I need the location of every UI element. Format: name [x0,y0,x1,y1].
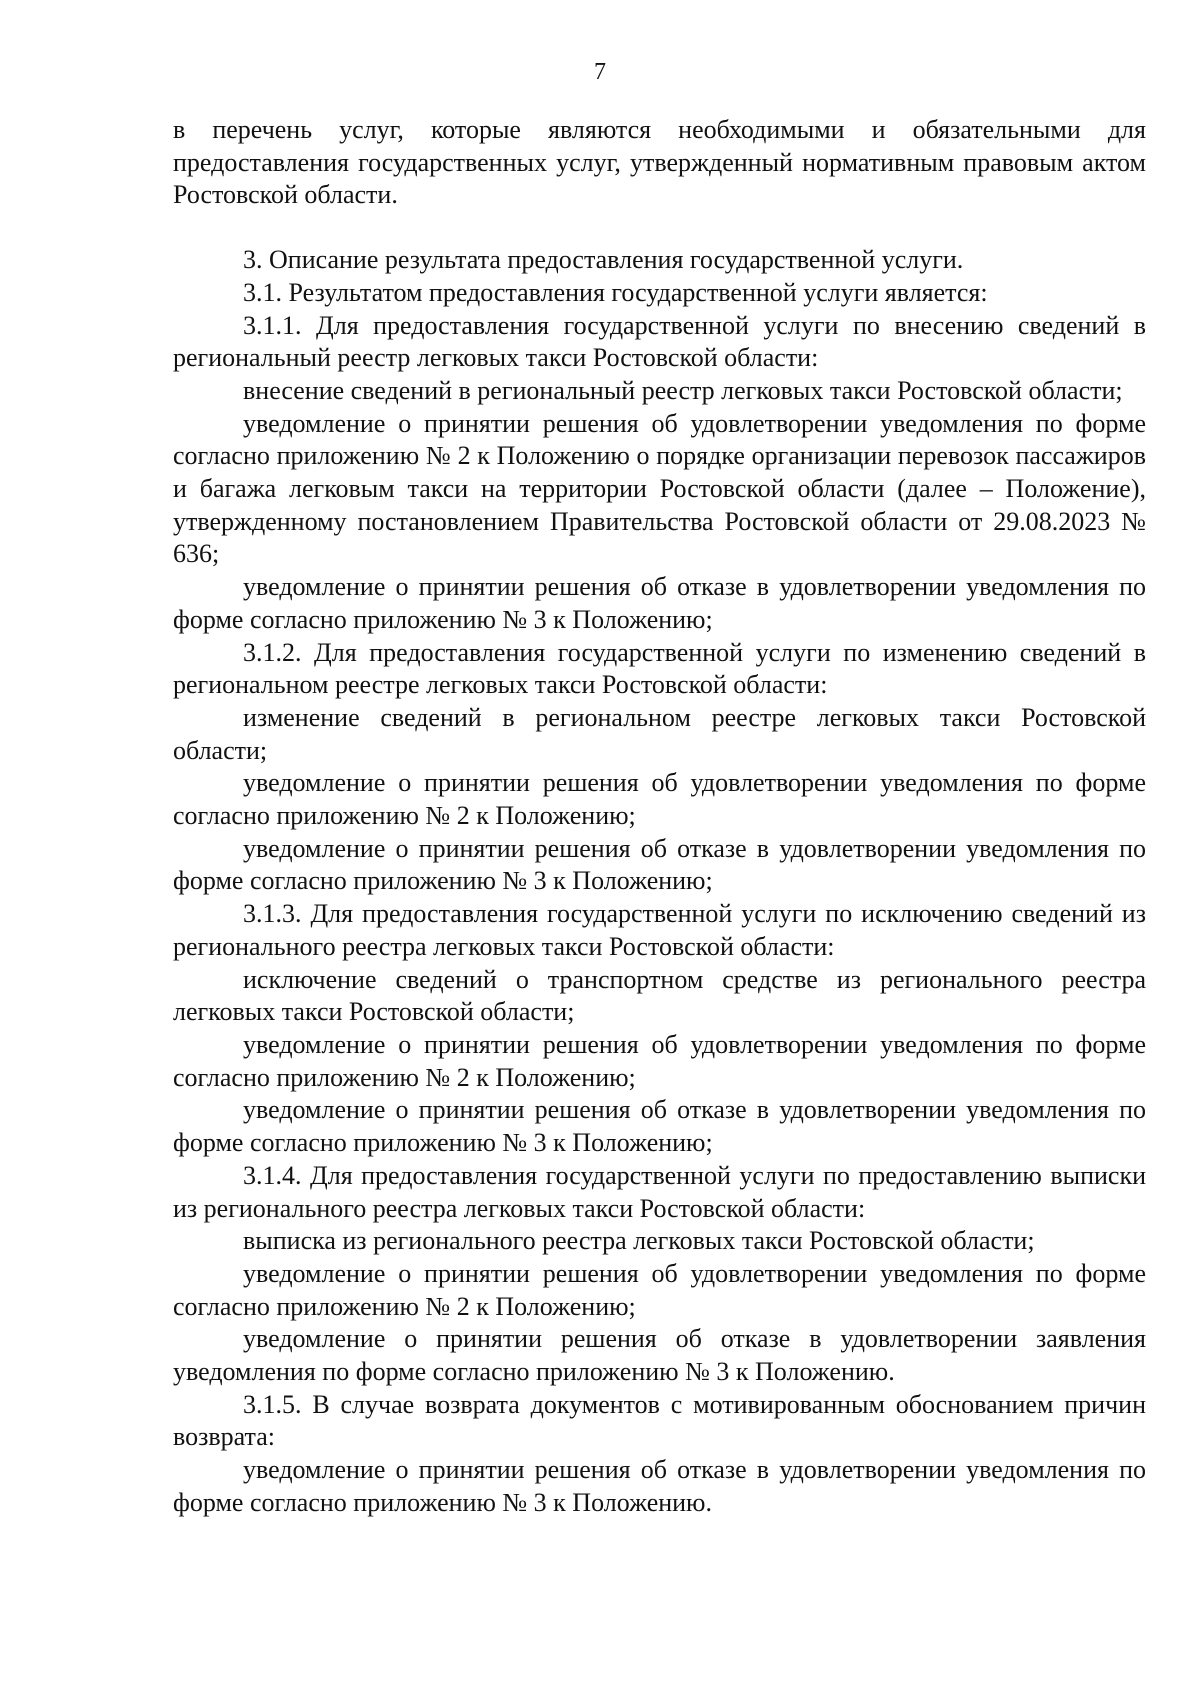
paragraph-item: внесение сведений в региональный реестр легковых такси Ростовской области; [243,375,1123,405]
section-3-heading: 3. Описание результата предоставления государственной услуги. [243,245,964,275]
paragraph-item: исключение сведений о транспортном средстве из регионального реестра легковых такси Ростовской области; [173,964,1146,1027]
paragraph-item: выписка из регионального реестра легковых такси Ростовской области; [243,1226,1035,1256]
paragraph-item: изменение сведений в региональном реестре легковых такси Ростовской области; [173,702,1146,765]
paragraph-item: уведомление о принятии решения об удовлетворении уведомления по форме согласно приложению № 2 к Положению; [173,1029,1146,1092]
paragraph-item: уведомление о принятии решения об отказе в удовлетворении уведомления по форме согласно приложению № 3 к Положению; [173,572,1146,634]
paragraph-3-1-5: 3.1.5. В случае возврата документов с мотивированным обоснованием причин возврата: [173,1389,1146,1452]
paragraph-3-1: 3.1. Результатом предоставления государственной услуги является: [243,277,988,307]
paragraph-3-1-2: 3.1.2. Для предоставления государственной услуги по изменению сведений в региональном реестре легковых такси Ростовской области: [173,637,1146,700]
page-number: 7 [594,59,606,85]
paragraph-item: уведомление о принятии решения об отказе в удовлетворении уведомления по форме согласно приложению № 3 к Положению; [173,1095,1146,1158]
paragraph-item: уведомление о принятии решения об отказе в удовлетворении уведомления по форме согласно приложению № 3 к Положению; [173,833,1146,896]
document-body [173,114,1146,1520]
paragraph-item: уведомление о принятии решения об отказе в удовлетворении заявления уведомления по форме согласно приложению № 3 к Положению. [173,1324,1146,1387]
paragraph-item: уведомление о принятии решения об отказе в удовлетворении уведомления по форме согласно приложению № 3 к Положению. [173,1455,1146,1517]
paragraph-3-1-1: 3.1.1. Для предоставления государственной услуги по внесению сведений в региональный реестр легковых такси Ростовской области: [173,310,1146,373]
paragraph-continuation: в перечень услуг, которые являются необходимыми и обязательными для предоставления государственных услуг, утвержденный нормативным правовым актом Ростовской области. [173,115,1146,210]
paragraph-item: уведомление о принятии решения об удовлетворении уведомления по форме согласно приложению № 2 к Положению о порядке организации перевозок пассажиров и багажа легковым такси на территории Ростовской области (далее – Положение), утвержденному постановлением Правительства Ростовской области от 29.08.2023 № 636; [173,408,1146,569]
paragraph-3-1-4: 3.1.4. Для предоставления государственной услуги по предоставлению выписки из регионального реестра легковых такси Ростовской области: [173,1160,1146,1223]
paragraph-3-1-3: 3.1.3. Для предоставления государственной услуги по исключению сведений из регионального реестра легковых такси Ростовской области: [173,899,1146,961]
paragraph-item: уведомление о принятии решения об удовлетворении уведомления по форме согласно приложению № 2 к Положению; [173,768,1146,831]
paragraph-item: уведомление о принятии решения об удовлетворении уведомления по форме согласно приложению № 2 к Положению; [173,1258,1146,1321]
